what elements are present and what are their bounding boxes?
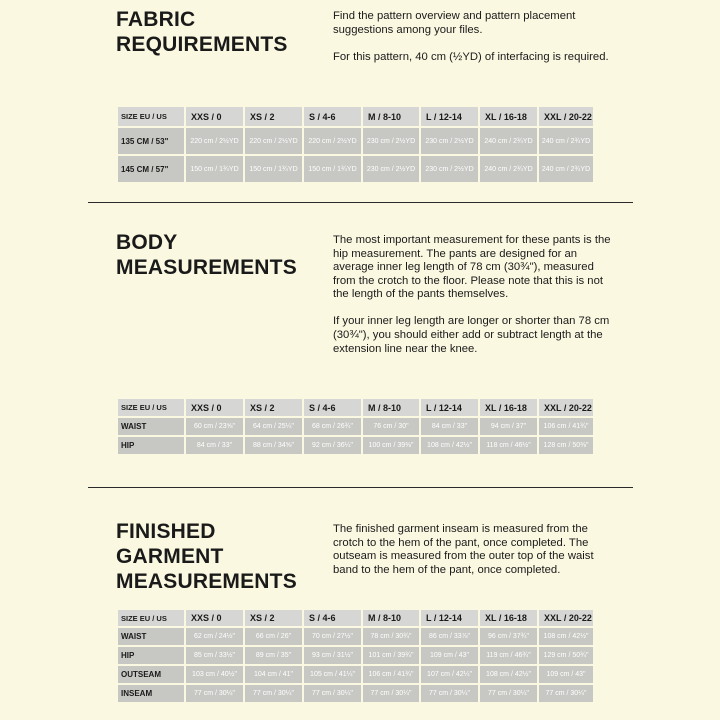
table-cell: 128 cm / 50⅜" <box>539 437 593 454</box>
header-cell: L / 12-14 <box>421 399 478 416</box>
fabric-paragraph: For this pattern, 40 cm (½YD) of interfacing is required. <box>333 50 609 63</box>
table-row <box>118 156 593 182</box>
table-row <box>118 647 593 664</box>
table-cell: 230 cm / 2½YD <box>363 156 419 182</box>
table-cell: 88 cm / 34⅝" <box>245 437 302 454</box>
header-cell: XS / 2 <box>245 107 302 126</box>
heading-line: REQUIREMENTS <box>116 33 288 56</box>
table-cell: 240 cm / 2¾YD <box>480 156 537 182</box>
table-cell: 103 cm / 40½" <box>186 666 243 683</box>
table-row <box>118 666 593 683</box>
header-cell: SIZE EU / US <box>118 107 184 126</box>
heading-line: MEASUREMENTS <box>116 256 297 279</box>
table-cell: 104 cm / 41" <box>245 666 302 683</box>
header-cell: XL / 16-18 <box>480 610 537 626</box>
header-cell: SIZE EU / US <box>118 399 184 416</box>
table-cell: 108 cm / 42½" <box>480 666 537 683</box>
fabric-description <box>333 10 613 78</box>
row-label: 135 CM / 53" <box>118 128 184 154</box>
table-cell: 106 cm / 41¾" <box>363 666 419 683</box>
body-paragraph: The most important measurement for these pants is the hip measurement. The pants are designed for an average inner leg length of 78 cm (30¾"), measured from the crotch to the floor. Please note that this is not the length of the pants themselves. <box>333 234 611 301</box>
table-row <box>118 628 593 645</box>
table-cell: 66 cm / 26" <box>245 628 302 645</box>
table-cell: 118 cm / 46½" <box>480 437 537 454</box>
table-cell: 108 cm / 42½" <box>539 628 593 645</box>
table-cell: 230 cm / 2½YD <box>363 128 419 154</box>
fabric-requirements-heading <box>116 7 288 57</box>
table-cell: 240 cm / 2¾YD <box>539 156 593 182</box>
header-cell: M / 8-10 <box>363 107 419 126</box>
body-measurements-table <box>116 399 595 454</box>
table-row <box>118 418 593 435</box>
heading-line: MEASUREMENTS <box>116 570 297 593</box>
table-cell: 60 cm / 23⅝" <box>186 418 243 435</box>
table-cell: 85 cm / 33½" <box>186 647 243 664</box>
header-cell: L / 12-14 <box>421 107 478 126</box>
table-row <box>118 685 593 702</box>
header-cell: XS / 2 <box>245 399 302 416</box>
header-cell: XXS / 0 <box>186 107 243 126</box>
body-measurements-heading <box>116 230 297 280</box>
row-label: OUTSEAM <box>118 666 184 683</box>
row-label: WAIST <box>118 628 184 645</box>
heading-line: FINISHED <box>116 520 216 543</box>
table-cell: 129 cm / 50¾" <box>539 647 593 664</box>
header-cell: XL / 16-18 <box>480 107 537 126</box>
table-cell: 68 cm / 26¾" <box>304 418 361 435</box>
header-cell: XXL / 20-22 <box>539 107 593 126</box>
header-cell: S / 4-6 <box>304 399 361 416</box>
heading-line: BODY <box>116 231 178 254</box>
header-cell: XL / 16-18 <box>480 399 537 416</box>
header-cell: L / 12-14 <box>421 610 478 626</box>
table-cell: 93 cm / 31½" <box>304 647 361 664</box>
table-header-row <box>118 610 593 626</box>
finished-garment-heading <box>116 519 297 594</box>
row-label: INSEAM <box>118 685 184 702</box>
header-cell: XXL / 20-22 <box>539 399 593 416</box>
header-cell: XXS / 0 <box>186 399 243 416</box>
table-cell: 78 cm / 30¾" <box>363 628 419 645</box>
table-cell: 109 cm / 43" <box>539 666 593 683</box>
row-label: HIP <box>118 437 184 454</box>
table-cell: 84 cm / 33" <box>421 418 478 435</box>
table-cell: 105 cm / 41¼" <box>304 666 361 683</box>
table-cell: 77 cm / 30¼" <box>539 685 593 702</box>
table-cell: 108 cm / 42½" <box>421 437 478 454</box>
table-cell: 77 cm / 30¼" <box>304 685 361 702</box>
table-cell: 101 cm / 39¾" <box>363 647 419 664</box>
table-cell: 220 cm / 2½YD <box>186 128 243 154</box>
table-cell: 109 cm / 43" <box>421 647 478 664</box>
header-cell: M / 8-10 <box>363 399 419 416</box>
heading-line: FABRIC <box>116 8 196 31</box>
section-divider <box>88 202 633 203</box>
body-description <box>333 234 613 370</box>
table-cell: 77 cm / 30¼" <box>245 685 302 702</box>
table-cell: 240 cm / 2¾YD <box>539 128 593 154</box>
finished-garment-table <box>116 610 595 702</box>
fabric-requirements-table <box>116 107 595 182</box>
table-cell: 70 cm / 27½" <box>304 628 361 645</box>
table-cell: 77 cm / 30¼" <box>480 685 537 702</box>
table-cell: 220 cm / 2½YD <box>245 128 302 154</box>
table-cell: 100 cm / 39⅜" <box>363 437 419 454</box>
heading-line: GARMENT <box>116 545 224 568</box>
table-cell: 150 cm / 1¾YD <box>186 156 243 182</box>
table-cell: 150 cm / 1¾YD <box>245 156 302 182</box>
table-cell: 77 cm / 30¼" <box>421 685 478 702</box>
table-cell: 230 cm / 2½YD <box>421 156 478 182</box>
table-cell: 77 cm / 30¼" <box>363 685 419 702</box>
table-cell: 89 cm / 35" <box>245 647 302 664</box>
table-cell: 84 cm / 33" <box>186 437 243 454</box>
header-cell: M / 8-10 <box>363 610 419 626</box>
table-cell: 106 cm / 41¾" <box>539 418 593 435</box>
header-cell: S / 4-6 <box>304 107 361 126</box>
row-label: HIP <box>118 647 184 664</box>
table-row <box>118 437 593 454</box>
table-cell: 240 cm / 2¾YD <box>480 128 537 154</box>
row-label: 145 CM / 57" <box>118 156 184 182</box>
table-cell: 107 cm / 42¼" <box>421 666 478 683</box>
row-label: WAIST <box>118 418 184 435</box>
table-cell: 220 cm / 2½YD <box>304 128 361 154</box>
table-header-row <box>118 107 593 126</box>
table-cell: 86 cm / 33⅞" <box>421 628 478 645</box>
header-cell: SIZE EU / US <box>118 610 184 626</box>
table-cell: 230 cm / 2½YD <box>421 128 478 154</box>
table-cell: 92 cm / 36¼" <box>304 437 361 454</box>
header-cell: S / 4-6 <box>304 610 361 626</box>
table-cell: 96 cm / 37¾" <box>480 628 537 645</box>
table-header-row <box>118 399 593 416</box>
table-row <box>118 128 593 154</box>
table-cell: 77 cm / 30¼" <box>186 685 243 702</box>
finished-paragraph: The finished garment inseam is measured from the crotch to the hem of the pant, once completed. The outseam is measured from the outer top of the waist band to the hem of the pant, once completed. <box>333 523 594 576</box>
header-cell: XXS / 0 <box>186 610 243 626</box>
header-cell: XXL / 20-22 <box>539 610 593 626</box>
table-cell: 62 cm / 24½" <box>186 628 243 645</box>
fabric-paragraph: Find the pattern overview and pattern placement suggestions among your files. <box>333 10 576 36</box>
table-cell: 76 cm / 30" <box>363 418 419 435</box>
header-cell: XS / 2 <box>245 610 302 626</box>
section-divider <box>88 487 633 488</box>
finished-description <box>333 523 613 591</box>
table-cell: 94 cm / 37" <box>480 418 537 435</box>
table-cell: 64 cm / 25¼" <box>245 418 302 435</box>
body-paragraph: If your inner leg length are longer or shorter than 78 cm (30¾"), you should either add or subtract length at the extension line near the knee. <box>333 315 610 355</box>
table-cell: 119 cm / 46¾" <box>480 647 537 664</box>
table-cell: 150 cm / 1¾YD <box>304 156 361 182</box>
